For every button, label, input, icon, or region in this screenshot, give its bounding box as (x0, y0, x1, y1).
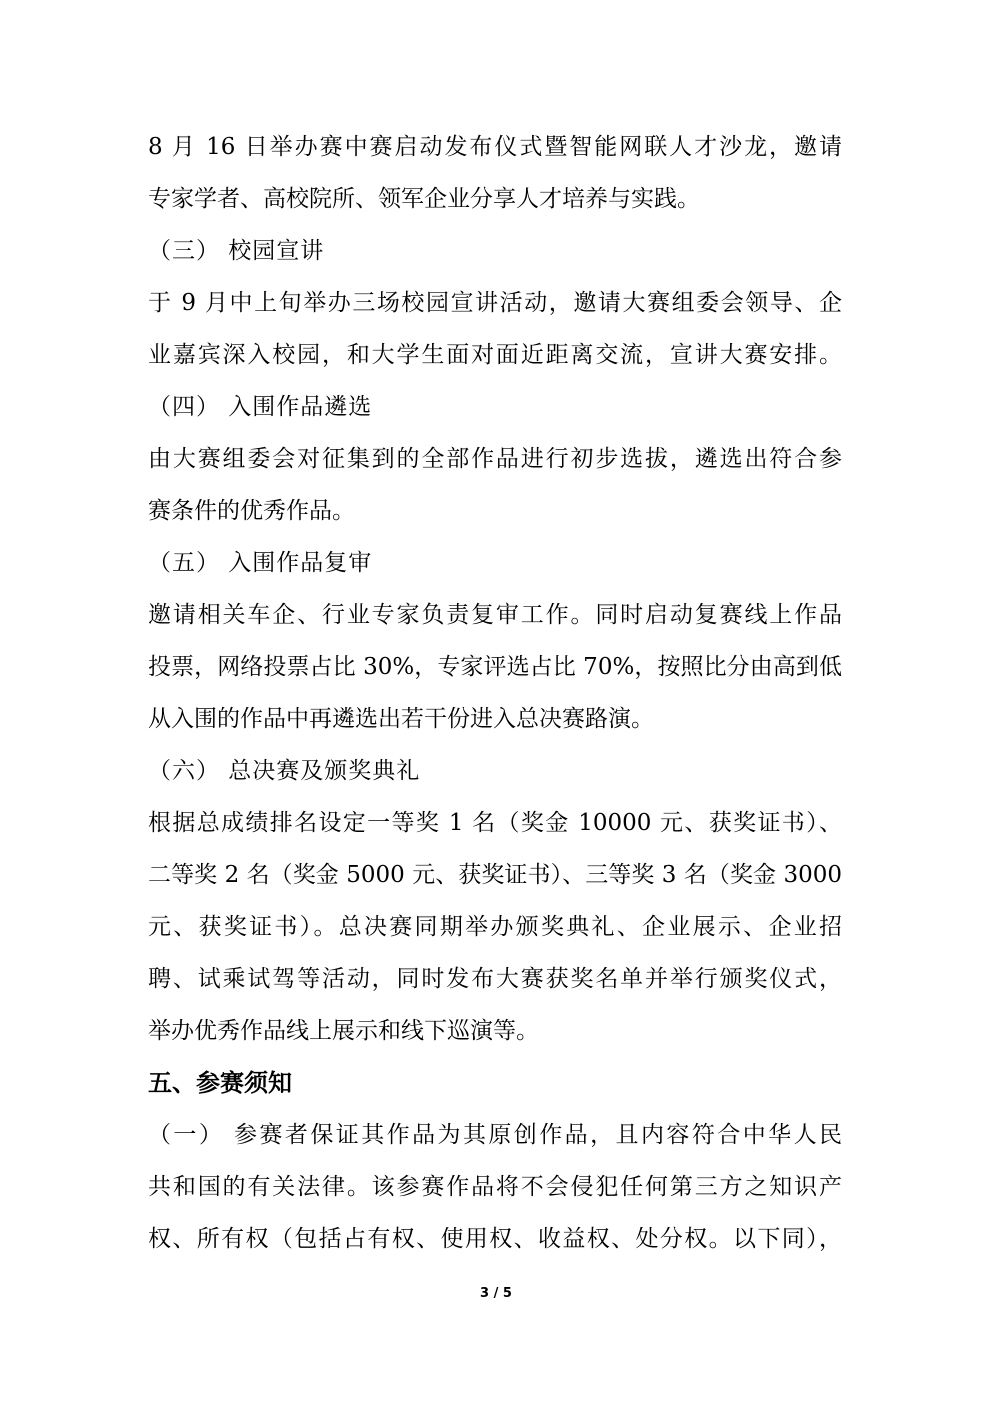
paragraph-line: 邀请相关车企、行业专家负责复审工作。同时启动复赛线上作品 (148, 602, 842, 628)
paragraph-line: 元、获奖证书）。总决赛同期举办颁奖典礼、企业展示、企业招 (148, 914, 842, 940)
paragraph-line: 赛条件的优秀作品。 (148, 498, 355, 524)
subsection-heading: （六） 总决赛及颁奖典礼 (148, 758, 421, 784)
paragraph-line: 聘、试乘试驾等活动，同时发布大赛获奖名单并举行颁奖仪式， (148, 966, 842, 992)
paragraph-line: 业嘉宾深入校园，和大学生面对面近距离交流，宣讲大赛安排。 (148, 342, 842, 368)
paragraph-line: 从入围的作品中再遴选出若干份进入总决赛路演。 (148, 706, 654, 732)
paragraph-line: 举办优秀作品线上展示和线下巡演等。 (148, 1018, 539, 1044)
paragraph-line: 根据总成绩排名设定一等奖 1 名（奖金 10000 元、获奖证书）、 (148, 810, 842, 836)
paragraph-line: 专家学者、高校院所、领军企业分享人才培养与实践。 (148, 186, 700, 212)
paragraph-line: 权、所有权（包括占有权、使用权、收益权、处分权。以下同）， (148, 1226, 842, 1252)
subsection-heading: （三） 校园宣讲 (148, 238, 325, 264)
section-heading: 五、参赛须知 (148, 1069, 292, 1097)
paragraph-line: 由大赛组委会对征集到的全部作品进行初步选拔，遴选出符合参 (148, 446, 842, 472)
paragraph-line: 共和国的有关法律。该参赛作品将不会侵犯任何第三方之知识产 (148, 1174, 842, 1200)
subsection-heading: （四） 入围作品遴选 (148, 394, 373, 420)
paragraph-line: （一） 参赛者保证其作品为其原创作品，且内容符合中华人民 (148, 1122, 842, 1148)
page-number: 3 / 5 (480, 1286, 512, 1301)
paragraph-line: 8 月 16 日举办赛中赛启动发布仪式暨智能网联人才沙龙，邀请 (148, 134, 842, 160)
paragraph-line: 于 9 月中上旬举办三场校园宣讲活动，邀请大赛组委会领导、企 (148, 290, 842, 316)
subsection-heading: （五） 入围作品复审 (148, 550, 373, 576)
paragraph-line: 投票，网络投票占比 30%，专家评选占比 70%，按照比分由高到低 (148, 654, 842, 680)
paragraph-line: 二等奖 2 名（奖金 5000 元、获奖证书）、三等奖 3 名（奖金 3000 (148, 862, 842, 888)
